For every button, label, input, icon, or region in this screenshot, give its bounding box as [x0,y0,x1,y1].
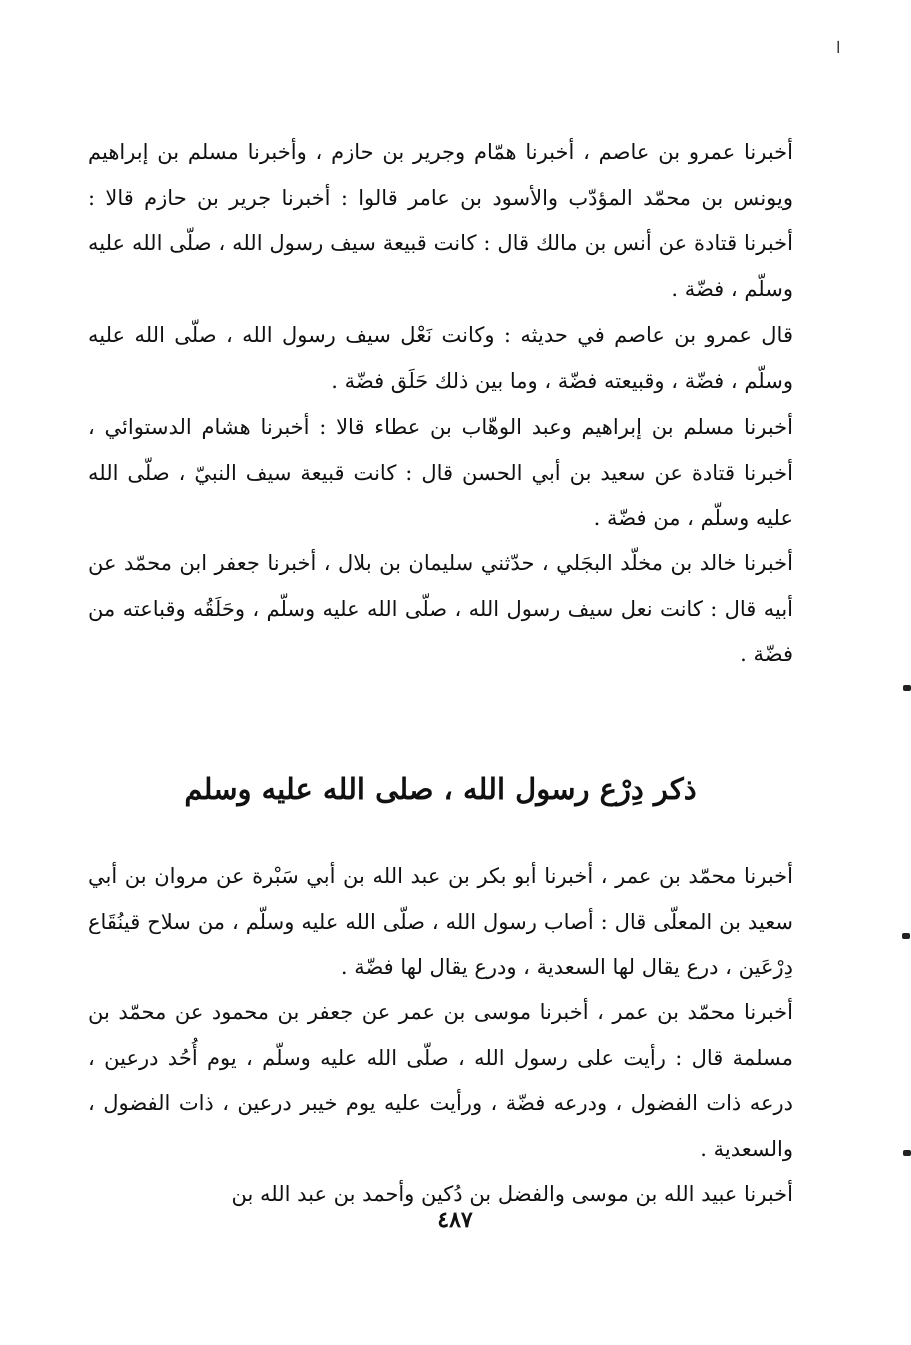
edge-mark [903,1150,911,1156]
paragraph: أخبرنا مسلم بن إبراهيم وعبد الوهّاب بن عطاء قالا : أخبرنا هشام الدستوائي ، أخبرنا قتادة عن سعيد بن أبي الحسن قال : كانت قبيعة سيف النبيّ ، صلّى الله عليه وسلّم ، من فضّة . [88,415,793,530]
paragraph: أخبرنا عبيد الله بن موسى والفضل بن دُكين وأحمد بن عبد الله بن [231,1182,793,1206]
edge-mark [902,933,910,939]
paragraph: أخبرنا عمرو بن عاصم ، أخبرنا همّام وجرير بن حازم ، وأخبرنا مسلم بن إبراهيم ويونس بن محمّد المؤدّب والأسود بن عامر قالوا : أخبرنا جرير بن حازم قالا : أخبرنا قتادة عن أنس بن مالك قال : كانت قبيعة سيف رسول الله ، صلّى الله عليه وسلّم ، فضّة . [88,140,793,301]
page-number: ٤٨٧ [437,1207,473,1233]
corner-mark: ا [836,38,841,57]
section-heading: ذكر دِرْع رسول الله ، صلى الله عليه وسلم [184,772,697,807]
edge-mark [903,685,911,691]
paragraph: أخبرنا خالد بن مخلّد البجَلي ، حدّثني سليمان بن بلال ، أخبرنا جعفر ابن محمّد عن أبيه قال : كانت نعل سيف رسول الله ، صلّى الله عليه وسلّم ، وحَلَقُه وقباعته من فضّة . [88,551,793,666]
paragraph: أخبرنا محمّد بن عمر ، أخبرنا موسى بن عمر عن جعفر بن محمود عن محمّد بن مسلمة قال : رأيت على رسول الله ، صلّى الله عليه وسلّم ، يوم أُحُد درعين ، درعه ذات الفضول ، ودرعه فضّة ، ورأيت عليه يوم خيبر درعين ، ذات الفضول ، والسعدية . [88,1000,793,1161]
paragraph: أخبرنا محمّد بن عمر ، أخبرنا أبو بكر بن عبد الله بن أبي سَبْرة عن مروان بن أبي سعيد بن المعلّى قال : أصاب رسول الله ، صلّى الله عليه وسلّم ، من سلاح قينُقَاع دِرْعَين ، درع يقال لها السعدية ، ودرع يقال لها فضّة . [88,864,793,979]
paragraph: قال عمرو بن عاصم في حديثه : وكانت نَعْل سيف رسول الله ، صلّى الله عليه وسلّم ، فضّة ، وقبيعته فضّة ، وما بين ذلك حَلَق فضّة . [88,323,793,393]
